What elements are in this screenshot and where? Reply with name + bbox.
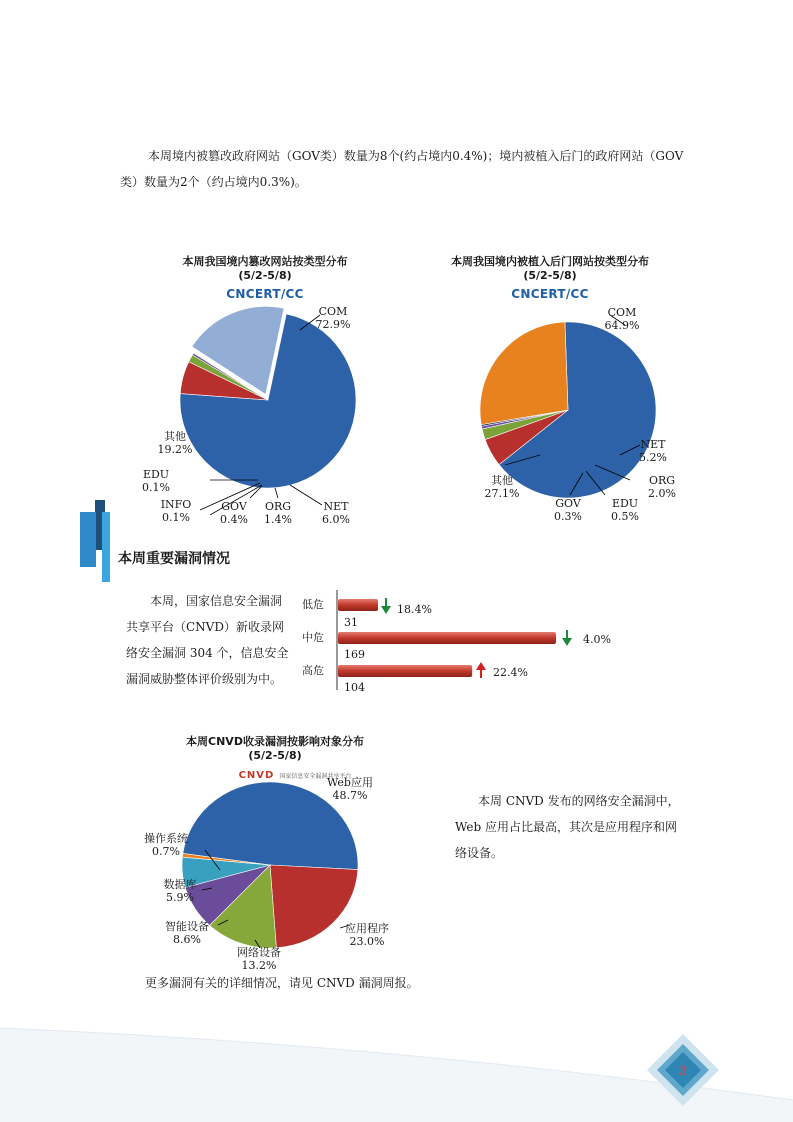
bar-1 <box>338 632 556 644</box>
chart3-title: 本周CNVD收录漏洞按影响对象分布 <box>186 735 364 748</box>
chart3-label-smart: 智能设备 8.6% <box>165 920 209 946</box>
severity-high-change: 22.4% <box>493 666 528 679</box>
chart1-label-com: COM 72.9% <box>315 305 351 331</box>
chart2-slices <box>480 322 656 498</box>
chart3-label-db: 数据库 5.9% <box>163 878 197 904</box>
chart3-logo: CNVD 国家信息安全漏洞共享平台 <box>238 770 352 781</box>
chart2-title: 本周我国境内被植入后门网站按类型分布 <box>451 255 649 268</box>
chart2-label-com: COM 64.9% <box>604 306 640 332</box>
chart2-label-other: 其他 27.1% <box>484 474 520 500</box>
chart2-label-gov: GOV 0.3% <box>554 497 582 523</box>
chart2-label-edu: EDU 0.5% <box>611 497 639 523</box>
chart2-subtitle: (5/2-5/8) <box>523 269 577 282</box>
chart1-label-edu: EDU 0.1% <box>142 468 170 494</box>
chart1-logo: CNCERT/CC <box>226 287 304 301</box>
arrow-down-icon-mid <box>562 630 572 646</box>
chart2-label-org: ORG 2.0% <box>648 474 676 500</box>
more-info-text: 更多漏洞有关的详细情况，请见 CNVD 漏洞周报。 <box>145 976 419 990</box>
severity-high-count: 104 <box>344 681 365 694</box>
severity-mid-count: 169 <box>344 648 365 661</box>
chart3-subtitle: (5/2-5/8) <box>248 749 302 762</box>
bar-0 <box>338 599 378 611</box>
intro-line-2: 类）数量为2个（约占境内0.3%)。 <box>120 175 307 189</box>
chart2-label-net: NET 5.2% <box>639 438 667 464</box>
chart3-label-app: 应用程序 23.0% <box>345 922 389 948</box>
section-decoration <box>80 500 120 590</box>
vuln-text-3: 络安全漏洞 304 个，信息安全 <box>126 646 289 660</box>
arrow-down-icon-low <box>381 598 391 614</box>
side-text-3: 络设备。 <box>455 846 504 860</box>
page-number: 3 <box>679 1064 687 1078</box>
chart1-label-info: INFO 0.1% <box>160 498 192 524</box>
chart1-title: 本周我国境内篡改网站按类型分布 <box>182 255 348 268</box>
severity-low-count: 31 <box>344 616 358 629</box>
chart1-slices <box>180 306 356 488</box>
severity-low-label: 低危 <box>302 598 324 611</box>
chart1-pie <box>150 300 400 515</box>
chart1-label-org: ORG 1.4% <box>264 500 292 526</box>
chart2-logo: CNCERT/CC <box>511 287 589 301</box>
severity-bar-chart <box>290 585 630 695</box>
pie-slice-5 <box>480 322 568 425</box>
severity-mid-change: 4.0% <box>583 633 611 646</box>
chart1-subtitle: (5/2-5/8) <box>238 269 292 282</box>
severity-low-change: 18.4% <box>397 603 432 616</box>
arrow-up-icon-high <box>476 662 486 678</box>
vuln-text-2: 共享平台（CNVD）新收录网 <box>126 620 284 634</box>
vuln-text-4: 漏洞威胁整体评价级别为中。 <box>126 672 283 686</box>
chart1-label-gov: GOV 0.4% <box>220 500 248 526</box>
chart1-label-other: 其他 19.2% <box>157 430 193 456</box>
section-title: 本周重要漏洞情况 <box>118 551 230 567</box>
side-text-1: 本周 CNVD 发布的网络安全漏洞中， <box>478 794 680 808</box>
bar-2 <box>338 665 472 677</box>
chart3-label-os: 操作系统 0.7% <box>144 832 188 858</box>
intro-line-1: 本周境内被篡改政府网站（GOV类）数量为8个(约占境内0.4%)；境内被植入后门的政府网站（GOV <box>148 149 684 163</box>
severity-high-label: 高危 <box>302 664 324 677</box>
chart1-label-net: NET 6.0% <box>322 500 350 526</box>
severity-mid-label: 中危 <box>302 631 324 644</box>
chart3-label-web: Web应用 48.7% <box>327 776 373 802</box>
vuln-text-1: 本周，国家信息安全漏洞 <box>150 594 283 608</box>
side-text-2: Web 应用占比最高，其次是应用程序和网 <box>455 820 677 834</box>
chart3-label-net: 网络设备 13.2% <box>237 946 281 972</box>
